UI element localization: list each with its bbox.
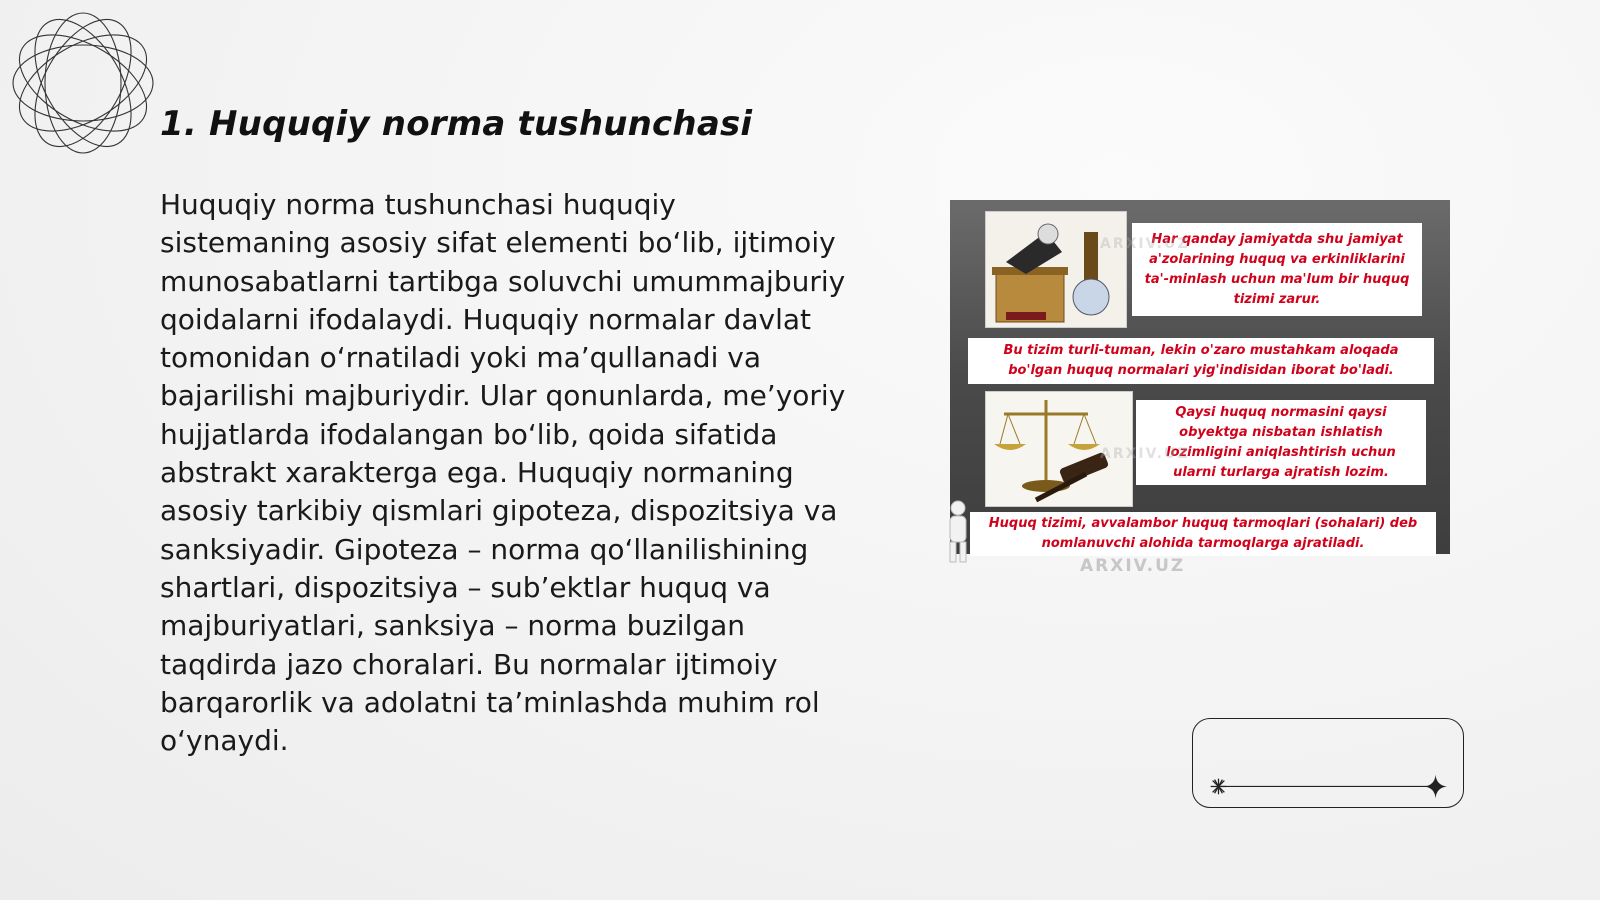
watermark-bottom: ARXIV.UZ (1080, 556, 1186, 576)
footer-line-graphic (1193, 719, 1463, 807)
watermark-mid: ARXIV.UZ (1100, 446, 1190, 462)
info-box-4: Huquq tizimi, avvalambor huquq tarmoqlari (sohalari) deb nomlanuvchi alohida tarmoqlarga ajratiladi. (970, 512, 1436, 556)
concentric-rings-icon (8, 8, 158, 158)
info-box-2: Bu tizim turli-tuman, lekin o'zaro mustahkam aloqada bo'lgan huquq normalari yig'indisidan iborat bo'ladi. (968, 338, 1434, 384)
infographic-image (950, 200, 1450, 576)
slide-body-text: Huquqiy norma tushunchasi huquqiy sistemaning asosiy sifat elementi bo‘lib, ijtimoiy munosabatlarni tartibga soluvchi umummajburiy qoidalarni ifodalaydi. Huquqiy normalar davlat tomonidan o‘rnatiladi yoki ma’qullanadi va bajarilishi majburiydir. Ular qonunlarda, me’yoriy hujjatlarda ifodalangan bo‘lib, qoida sifatida abstrakt xarakterga ega. Huquqiy normaning asosiy tarkibiy qismlari gipoteza, dispozitsiya va sanksiyadir. Gipoteza – norma qo‘llanilishining shartlari, dispozitsiya – sub’ektlar huquq va majburiyatlari, sanksiya – norma buzilgan taqdirda jazo choralari. Bu normalar ijtimoiy barqarorlik va adolatni ta’minlashda muhim rol o‘ynaydi. (160, 188, 846, 758)
sparkle-icon (1424, 775, 1447, 798)
slide-title: 1. Huquqiy norma tushunchasi (160, 104, 753, 144)
judge-gavel-photo-icon (985, 211, 1127, 328)
white-3d-figure-icon (940, 500, 980, 566)
watermark-top: ARXIV.UZ (1100, 236, 1190, 252)
info-box-1: Har qanday jamiyatda shu jamiyat a'zolarining huquq va erkinliklarini ta'-minlash uchun ma'lum bir huquq tizimi zarur. (1132, 223, 1422, 316)
info-box-3: Qaysi huquq normasini qaysi obyektga nisbatan ishlatish lozimligini aniqlashtirish uchun ularni turlarga ajratish lozim. (1136, 400, 1426, 485)
starburst-icon (1211, 779, 1227, 795)
decorative-footer-card (1192, 718, 1464, 808)
